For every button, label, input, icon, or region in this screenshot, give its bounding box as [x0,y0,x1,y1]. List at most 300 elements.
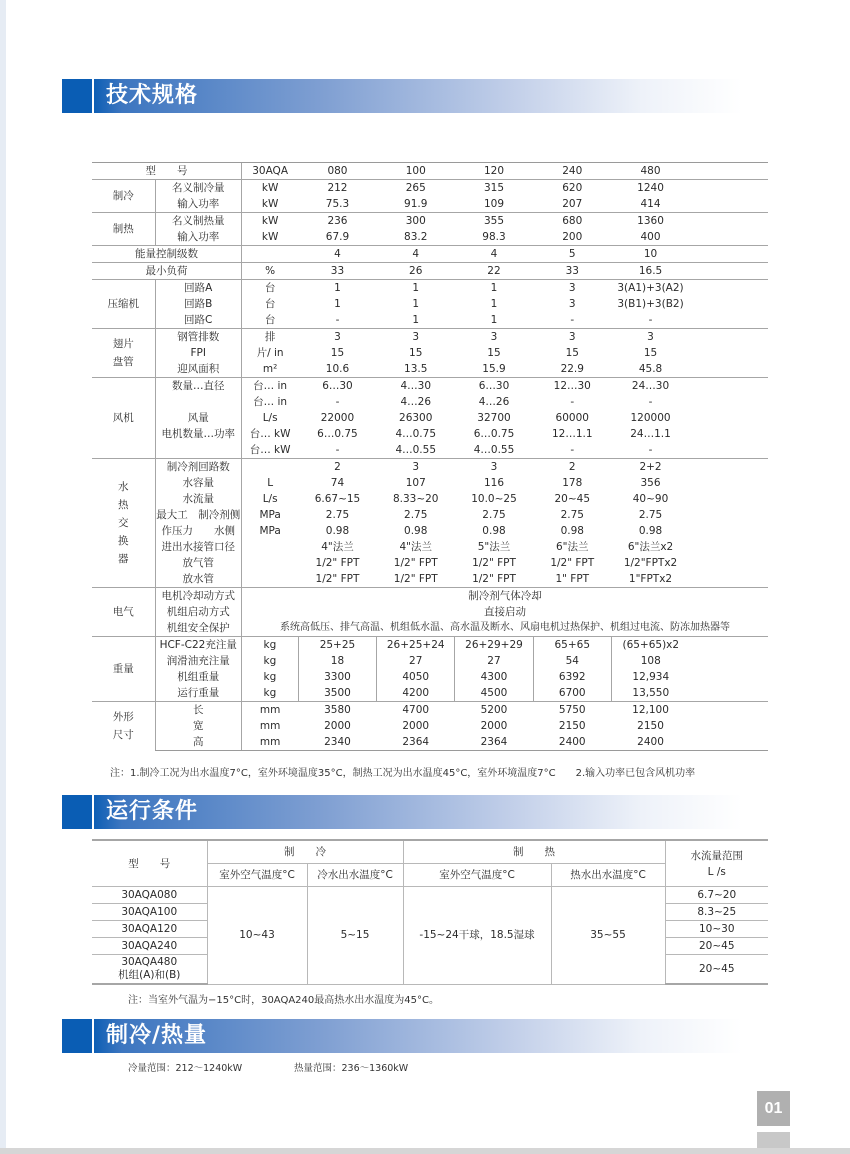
value-cell: 15 [565,347,579,359]
value-cell: 67.9 [325,231,350,243]
value-cell: 33 [298,263,376,280]
group-label-cooling: 制冷 [92,180,155,213]
table-row [92,229,768,246]
model-cell: 30AQA240 [92,938,207,955]
item-label: 水容量 [155,475,241,491]
value-cell-span: 直接启动 [241,604,768,620]
item-label: 钢管排数 [155,329,241,346]
value-cell: 2.75 [638,509,663,521]
model-cell [92,955,207,985]
table-row [92,685,768,702]
item-label-min-load: 最小负荷 [92,263,241,280]
unit-label: 片/ in [241,345,298,361]
item-label: 名义制冷量 [155,180,241,197]
group-label-compressor: 压缩机 [92,280,155,329]
flow-cell: 6.7~20 [665,887,768,904]
value-cell: 2.75 [404,509,428,521]
value-cell: 3 [377,459,455,476]
value-cell: 27 [377,653,455,669]
unit-label [241,459,298,476]
value-cell: - [335,396,340,408]
value-cell: 22.9 [560,363,584,375]
group-label-line: 外形 [112,711,134,724]
value-cell: 12,934 [611,669,689,685]
value-cell: 2364 [377,734,455,751]
value-cell: 4 [455,246,533,263]
value-cell: 60000 [555,412,589,424]
value-cell: 15 [409,347,423,359]
value-cell: - [335,314,340,326]
unit-label: kg [241,669,298,685]
section-banner-spec [62,79,742,113]
value-cell: 65+65 [533,637,611,654]
value-cell: 4"法兰 [321,541,354,553]
unit-label [241,246,298,263]
table-row [92,394,768,410]
header-flow-line: L /s [707,865,726,878]
value-cell: 4"法兰 [399,541,432,553]
value-cell: 5 [533,246,611,263]
value-cell: 2000 [324,720,351,732]
item-label: 输入功率 [155,229,241,246]
value-cell: 83.2 [404,231,428,243]
value-cell: 8.33~20 [392,493,439,505]
value-cell: 22 [455,263,533,280]
value-cell: 0.98 [325,525,350,537]
table-row [92,653,768,669]
unit-label [241,539,298,555]
value-cell: 4 [377,246,455,263]
value-cell: 1 [412,298,420,310]
value-cell: 3 [533,280,611,297]
value-cell: 108 [611,653,689,669]
section-title-spec: 技术规格 [106,83,199,108]
value-cell: - [570,444,575,456]
group-label-line: 尺寸 [112,729,134,742]
value-cell: 2364 [455,734,533,751]
value-cell: 4300 [455,669,533,685]
value-cell: 1 [490,314,498,326]
value-cell: 1/2" FPT [393,573,438,585]
item-label [155,394,241,410]
value-cell: 3(B1)+3(B2) [617,298,684,310]
value-cell: 2000 [402,720,430,732]
value-cell: 356 [640,477,661,489]
value-cell: 6…30 [298,378,376,395]
group-label-weight: 重量 [92,637,155,702]
unit-label: mm [241,734,298,751]
value-cell: 10.0~25 [471,493,517,505]
unit-label: L [241,475,298,491]
item-label: FPI [155,345,241,361]
banner-divider [92,1019,94,1053]
value-cell: 1 [377,280,455,297]
table-row [92,539,768,555]
value-cell: 26 [377,263,455,280]
value-cell: 414 [640,198,661,210]
table-row [92,361,768,378]
value-cell: 3580 [298,702,376,719]
header-model: 480 [611,163,689,180]
value-cell: - [648,396,653,408]
value-cell: 3 [611,329,689,346]
value-cell: 300 [377,213,455,230]
unit-label: 台 [241,312,298,329]
unit-label: 台… kW [241,426,298,442]
value-cell: 40~90 [632,493,669,505]
unit-label: 台… kW [241,442,298,459]
cooling-range: 冷量范围：212～1240kW [128,1063,243,1074]
value-cell: 355 [455,213,533,230]
value-cell: 6…0.75 [473,428,515,440]
item-label: 水流量 [155,491,241,507]
model-line: 30AQA480 [121,956,178,968]
value-cell: 1 [412,314,420,326]
table-row [92,312,768,329]
unit-label: L/s [241,410,298,426]
page-number: 01 [757,1091,790,1126]
item-label: 机组启动方式 [155,604,241,620]
item-label: 电机数量…功率 [155,426,241,442]
header-heat-air: 室外空气温度°C [403,864,551,887]
value-cell: 2.75 [560,509,584,521]
value-cell-span: 制冷剂气体冷却 [241,588,768,605]
value-cell: 3 [377,329,455,346]
value-cell: 4050 [377,669,455,685]
value-cell: 6392 [533,669,611,685]
header-series: 30AQA [241,163,298,180]
unit-label [241,571,298,588]
header-model: 080 [298,163,376,180]
header-flow-range [665,840,768,887]
table-row [92,734,768,751]
item-label: 运行重量 [155,685,241,702]
unit-label: 排 [241,329,298,346]
item-label: 风量 [155,410,241,426]
value-cell: 12,100 [611,702,689,719]
table-row [92,702,768,719]
value-cell: 16.5 [611,263,689,280]
item-label: 进出水接管口径 [155,539,241,555]
value-cell: 15 [643,347,658,359]
value-cell: 13.5 [404,363,428,375]
unit-label: kg [241,637,298,654]
value-cell: 3 [298,329,376,346]
value-cell: - [570,396,575,408]
table-row [92,620,768,637]
header-heat-water: 热水出水温度°C [551,864,665,887]
header-flow-line: 水流量范围 [690,849,743,862]
value-cell: 620 [533,180,611,197]
header-model: 100 [377,163,455,180]
item-label: 机组重量 [155,669,241,685]
item-label: 最大工 制冷剂侧 [156,509,241,521]
header-model: 120 [455,163,533,180]
table-row [92,246,768,263]
unit-label: L/s [241,491,298,507]
table-row [92,475,768,491]
conditions-header-row [92,840,768,864]
table-row [92,523,768,539]
value-cell: 3300 [298,669,376,685]
item-label: 数量…直径 [155,378,241,395]
unit-label: 台… in [241,394,298,410]
value-cell: 33 [533,263,611,280]
unit-label: MPa [241,523,298,539]
value-cell: 6…0.75 [317,428,358,440]
conditions-footnote: 注：当室外气温为−15°C时，30AQA240最高热水出水温度为45°C。 [128,995,439,1006]
value-cell: 236 [298,213,376,230]
group-label-char: 水 [118,481,129,493]
value-cell-span: 系统高低压、排气高温、机组低水温、高水温及断水、风扇电机过热保护、机组过电流、防冻加热器等 [241,620,768,637]
value-cell: 24…1.1 [630,428,671,440]
table-row [92,588,768,605]
table-row [92,507,768,523]
value-cell: 1/2" FPT [315,573,360,585]
group-label-char: 交 [118,517,129,529]
table-row [92,213,768,230]
value-cell: 26+29+29 [455,637,533,654]
value-cell: 12…1.1 [551,428,593,440]
value-cell: 109 [483,198,505,210]
unit-label: kg [241,685,298,702]
value-cell: 6.67~15 [314,493,361,505]
item-label: 放水管 [155,571,241,588]
table-row [92,491,768,507]
table-row [92,442,768,459]
value-cell: 74 [330,477,345,489]
value-cell: 54 [533,653,611,669]
value-cell: - [648,314,653,326]
value-cell: 2150 [637,720,664,732]
value-cell: 265 [377,180,455,197]
table-row [92,180,768,197]
spec-header-row [92,163,768,180]
value-cell: 4500 [455,685,533,702]
item-label: HCF-C22充注量 [155,637,241,654]
value-cell: 4…30 [377,378,455,395]
value-cell: 4200 [377,685,455,702]
cool-water-range: 5~15 [307,887,403,985]
value-cell: - [335,444,340,456]
value-cell: 1 [334,298,341,310]
value-cell: 2400 [533,734,611,751]
item-label: 回路A [155,280,241,297]
item-label: 名义制热量 [155,213,241,230]
conditions-table [92,839,768,985]
value-cell: 6700 [533,685,611,702]
unit-label: m² [241,361,298,378]
item-label: 回路B [155,296,241,312]
left-margin-rule [0,0,6,1154]
table-row [92,378,768,395]
value-cell: 5750 [533,702,611,719]
value-cell: 2+2 [611,459,689,476]
value-cell: 18 [298,653,376,669]
value-cell: 6"法兰 [556,541,589,553]
value-cell: 200 [562,231,583,243]
value-cell: 45.8 [638,363,663,375]
value-cell: - [648,444,653,456]
value-cell: 22000 [320,412,355,424]
value-cell: 26300 [399,412,433,424]
value-cell: 4 [298,246,376,263]
spec-footnote: 注：1.制冷工况为出水温度7°C，室外环境温度35°C，制热工况为出水温度45°C，室外环境温度7°C 2.输入功率已包含风机功率 [110,768,696,779]
value-cell: 212 [298,180,376,197]
cool-air-range: 10~43 [207,887,307,985]
section-banner-conditions [62,795,742,829]
item-label: 长 [155,702,241,719]
value-cell: 178 [562,477,583,489]
table-row [92,555,768,571]
heat-air-range: -15~24干球，18.5湿球 [403,887,551,985]
unit-label: 台 [241,296,298,312]
header-cool-air: 室外空气温度°C [207,864,307,887]
value-cell: 1/2" FPT [472,573,516,585]
value-cell: 1/2" FPT [550,557,595,569]
value-cell: 10.6 [325,363,350,375]
value-cell: 2400 [611,734,689,751]
value-cell: (65+65)x2 [611,637,689,654]
table-row [92,604,768,620]
value-cell: 32700 [477,412,511,424]
value-cell: 3 [533,329,611,346]
value-cell: 116 [483,477,505,489]
value-cell: 120000 [630,412,671,424]
value-cell: 2000 [480,720,508,732]
value-cell: 1"FPTx2 [628,573,673,585]
value-cell: 25+25 [298,637,376,654]
section-title-capacity: 制冷/热量 [106,1023,208,1048]
item-label: 机组安全保护 [155,620,241,637]
value-cell: 10 [611,246,689,263]
unit-label: kW [241,229,298,246]
value-cell: 680 [533,213,611,230]
heat-water-range: 35~55 [551,887,665,985]
item-label: 回路C [155,312,241,329]
table-row [92,345,768,361]
table-row [92,718,768,734]
value-cell: 2.75 [325,509,350,521]
value-cell: 400 [640,231,661,243]
table-row [92,296,768,312]
group-label-exchanger [92,459,155,588]
item-label: 迎风面积 [155,361,241,378]
flow-cell: 10~30 [665,921,768,938]
value-cell: 4700 [377,702,455,719]
value-cell: 207 [562,198,583,210]
value-cell: 3 [568,298,576,310]
value-cell: 6…30 [455,378,533,395]
section-banner-capacity [62,1019,742,1053]
value-cell: 1240 [611,180,689,197]
value-cell: 2.75 [482,509,506,521]
value-cell: 13,550 [611,685,689,702]
item-label: 宽 [155,718,241,734]
item-label: 电机冷却动方式 [155,588,241,605]
group-label-heating: 制热 [92,213,155,246]
section-title-conditions: 运行条件 [106,799,199,824]
header-model: 240 [533,163,611,180]
unit-label: kW [241,180,298,197]
value-cell: 0.98 [638,525,663,537]
table-row [92,669,768,685]
value-cell: 4…0.55 [395,444,436,456]
flow-cell: 20~45 [665,938,768,955]
value-cell: 2340 [298,734,376,751]
value-cell: 98.3 [482,231,506,243]
table-row [92,426,768,442]
value-cell: 1 [298,280,376,297]
value-cell: 4…26 [478,396,510,408]
value-cell: 2 [298,459,376,476]
value-cell: 15.9 [482,363,506,375]
unit-label: 台 [241,280,298,297]
table-row [92,887,768,904]
value-cell: 6"法兰x2 [627,541,674,553]
header-cool-water: 冷水出水温度°C [307,864,403,887]
group-label-dimensions [92,702,155,751]
item-label [155,442,241,459]
group-label-coil [92,329,155,378]
value-cell: 1" FPT [555,573,590,585]
unit-label: 台… in [241,378,298,395]
value-cell: 3(A1)+3(A2) [611,280,689,297]
value-cell: 4…0.75 [395,428,436,440]
value-cell: 1360 [611,213,689,230]
table-row [92,571,768,588]
value-cell: 5"法兰 [477,541,511,553]
group-label-fan: 风机 [92,378,155,459]
value-cell: 15 [487,347,501,359]
unit-label [241,555,298,571]
item-label-capacity-steps: 能量控制级数 [92,246,241,263]
unit-label: mm [241,718,298,734]
value-cell: 5200 [455,702,533,719]
group-label-line: 盘管 [112,356,134,368]
value-cell: 27 [455,653,533,669]
table-row [92,459,768,476]
value-cell: 2 [533,459,611,476]
value-cell: 1/2" FPT [393,557,438,569]
unit-label: MPa [241,507,298,523]
value-cell: 24…30 [611,378,689,395]
item-label: 作压力 水侧 [155,523,241,539]
value-cell: 15 [330,347,345,359]
value-cell: 3500 [298,685,376,702]
value-cell: 20~45 [554,493,591,505]
unit-label: mm [241,702,298,719]
table-row [92,263,768,280]
value-cell: 0.98 [560,525,584,537]
bottom-rule [0,1148,850,1154]
heating-range: 热量范围：236～1360kW [294,1063,409,1074]
value-cell: 4…0.55 [473,444,515,456]
flow-cell: 20~45 [665,955,768,985]
value-cell: 2150 [558,720,586,732]
table-row [92,410,768,426]
table-row [92,637,768,654]
value-cell: 1 [455,280,533,297]
group-label-char: 热 [118,499,129,511]
item-label: 润滑油充注量 [155,653,241,669]
table-row [92,280,768,297]
header-model: 型 号 [92,840,207,887]
header-cooling: 制 冷 [207,840,403,864]
value-cell: 107 [405,477,426,489]
banner-divider [92,795,94,829]
value-cell: 26+25+24 [377,637,455,654]
